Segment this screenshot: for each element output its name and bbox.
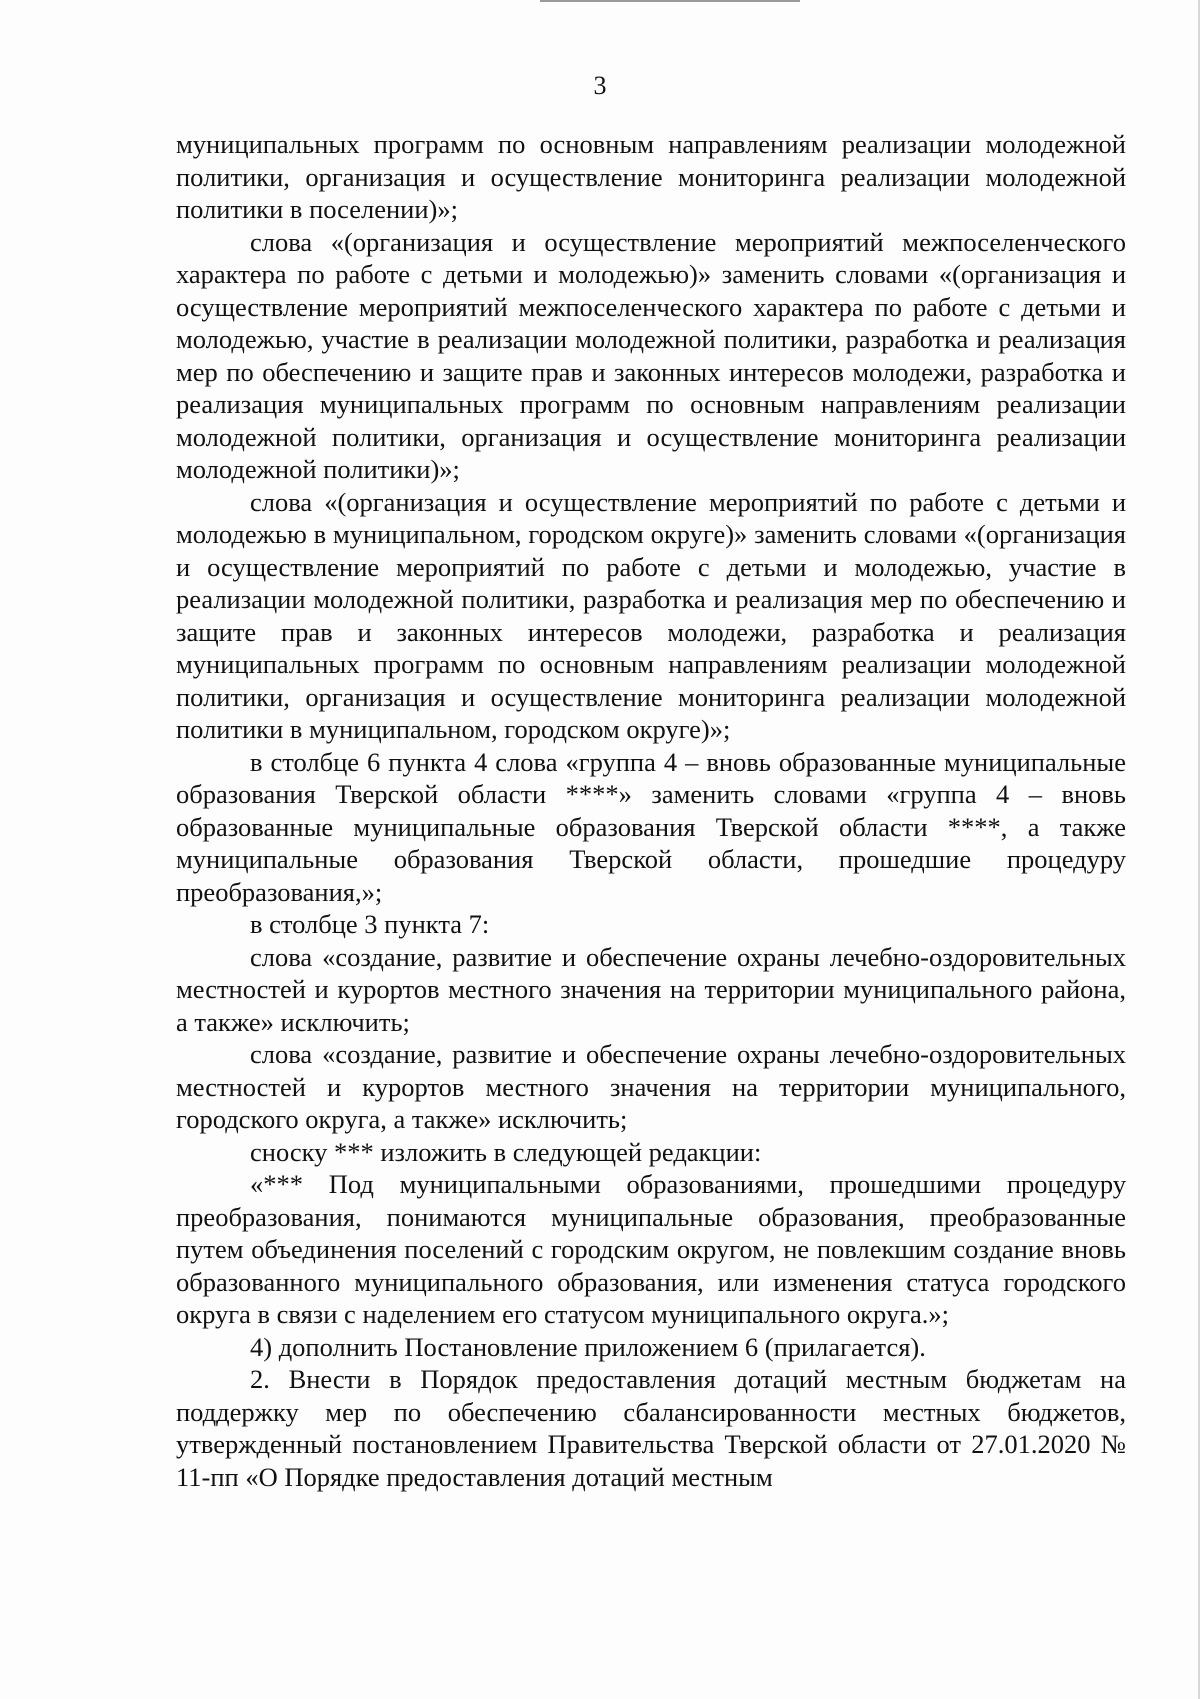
paragraph: 4) дополнить Постановление приложением 6 (прилагается).: [250, 1331, 926, 1362]
scan-edge-top: [540, 0, 800, 2]
footnote-paragraph: «*** Под муниципальными образованиями, прошедшими процедуру преобразования, понимаются муниципальные образования, преобразованные путем объединения поселений с городским округом, не повлекшим создание вновь образованного муниципального образования, или изменения статуса городского округа в связи с наделением его статусом муниципального округа.»;: [176, 1169, 1126, 1329]
paragraph: 2. Внести в Порядок предоставления дотаций местным бюджетам на поддержку мер по обеспечению сбалансированности местных бюджетов, утвержденный постановлением Правительства Тверской области от 27.01.2020 № 11-пп «О Порядке предоставления дотаций местным: [176, 1364, 1126, 1492]
paragraph: в столбце 6 пункта 4 слова «группа 4 – вновь образованные муниципальные образования Тверской области ****» заменить словами «группа 4 – вновь образованные муниципальные образования Тверской области ****, а также муниципальные образования Тверской области, прошедшие процедуру преобразования,»;: [176, 746, 1126, 907]
paragraph: слова «создание, развитие и обеспечение охраны лечебно-оздоровительных местностей и курортов местного значения на территории муниципального района, а также» исключить;: [176, 941, 1126, 1037]
paragraph: в столбце 3 пункта 7:: [250, 909, 490, 939]
paragraph: сноску *** изложить в следующей редакции:: [250, 1136, 762, 1167]
page-number: 3: [593, 71, 607, 100]
paragraph: слова «(организация и осуществление мероприятий межпоселенческого характера по работе с детьми и молодежью)» заменить словами «(организация и осуществление мероприятий межпоселенческого характера по работе с детьми и молодежью, участие в реализации молодежной политики, разработка и реализация мер по обеспечению и защите прав и законных интересов молодежи, разработка и реализация муниципальных программ по основным направлениям реализации молодежной политики, организация и осуществление мониторинга реализации молодежной политики)»;: [176, 226, 1126, 484]
document-body: [176, 128, 1126, 1493]
paragraph: слова «(организация и осуществление мероприятий по работе с детьми и молодежью в муниципальном, городском округе)» заменить словами «(организация и осуществление мероприятий по работе с детьми и молодежью, участие в реализации молодежной политики, разработка и реализация мер по обеспечению и защите прав и законных интересов молодежи, разработка и реализация муниципальных программ по основным направлениям реализации молодежной политики, организация и осуществление мониторинга реализации молодежной политики в муниципальном, городском округе)»;: [176, 486, 1126, 744]
paragraph: слова «создание, развитие и обеспечение охраны лечебно-оздоровительных местностей и курортов местного значения на территории муниципального, городского округа, а также» исключить;: [176, 1039, 1126, 1134]
paragraph: муниципальных программ по основным направлениям реализации молодежной политики, организация и осуществление мониторинга реализации молодежной политики в поселении)»;: [176, 129, 1126, 224]
